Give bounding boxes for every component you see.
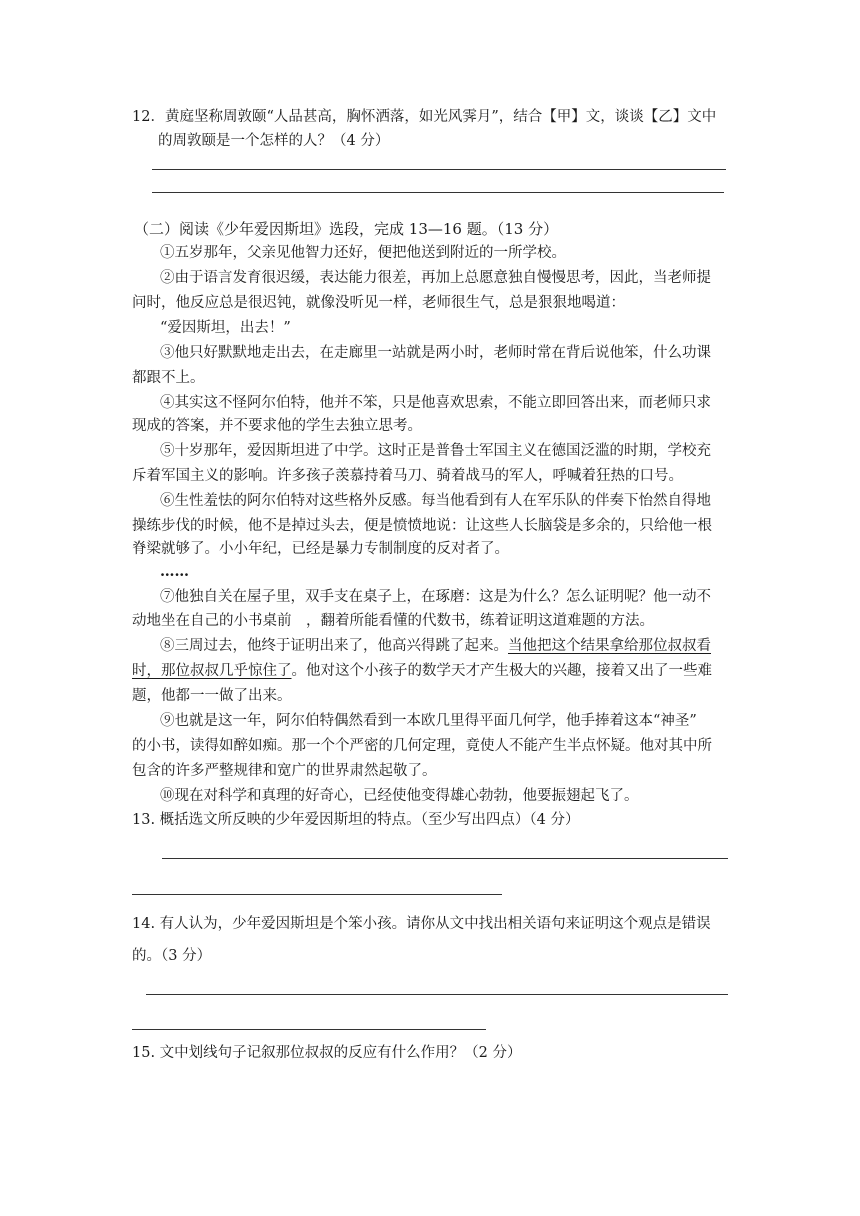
q14-line1: 14. 有人认为，少年爱因斯坦是个笨小孩。请你从文中找出相关语句来证明这个观点是错误: [132, 916, 711, 932]
passage-p4-line2: 现成的答案，并不要求他的学生去独立思考。: [132, 418, 422, 434]
passage-p9-line3: 包含的许多严整规律和宽广的世界肃然起敬了。: [132, 763, 437, 779]
passage-p6-line1: ⑥生性羞怯的阿尔伯特对这些格外反感。每当他看到有人在军乐队的伴奏下怡然自得地: [160, 493, 711, 509]
passage-p1: ①五岁那年，父亲见他智力还好，便把他送到附近的一所学校。: [160, 245, 566, 261]
q14-line2: 的。（3 分）: [132, 948, 212, 964]
passage-p4-line1: ④其实这不怪阿尔伯特，他并不笨，只是他喜欢思索，不能立即回答出来，而老师只求: [160, 395, 711, 411]
passage-p6-line3: 脊梁就够了。小小年纪，已经是暴力专制制度的反对者了。: [132, 541, 509, 557]
passage-p5-line2: 斥着军国主义的影响。许多孩子羡慕持着马刀、骑着战马的军人，呼喊着狂热的口号。: [132, 468, 683, 484]
passage-p8-line1: [160, 636, 711, 656]
q14-answer-line-2[interactable]: [132, 1029, 486, 1030]
q15-text: 15. 文中划线句子记叙那位叔叔的反应有什么作用？（2 分）: [132, 1045, 522, 1061]
underlined-sentence-part1: 当他把这个结果拿给那位叔叔看: [508, 638, 711, 654]
passage-p10: ⑩现在对科学和真理的好奇心，已经使他变得雄心勃勃，他要振翅起飞了。: [160, 788, 639, 804]
passage-p8-line3: 题，他都一一做了出来。: [132, 688, 292, 704]
q13-text: 13. 概括选文所反映的少年爱因斯坦的特点。（至少写出四点）（4 分）: [132, 812, 580, 828]
passage-p3-line1: ③他只好默默地走出去，在走廊里一站就是两小时，老师时常在背后说他笨，什么功课: [160, 345, 711, 361]
passage-p8-line2-text: 。他对这个小孩子的数学天才产生极大的兴趣，接着又出了一些难: [291, 663, 712, 679]
underlined-sentence-part2: 时，那位叔叔几乎惊住了: [132, 663, 292, 679]
passage-p8-line1-text: ⑧三周过去，他终于证明出来了，他高兴得跳了起来。: [160, 638, 508, 654]
passage-quote: “爱因斯坦，出去！”: [160, 320, 291, 336]
passage-p9-line2: 的小书，读得如醉如痴。那一个个严密的几何定理，竟使人不能产生半点怀疑。他对其中所: [132, 738, 712, 754]
passage-ellipsis: ……: [160, 563, 189, 580]
passage-p7-line1: ⑦他独自关在屋子里，双手支在桌子上，在琢磨：这是为什么？怎么证明呢？他一动不: [160, 589, 711, 605]
q14-answer-line-1[interactable]: [146, 994, 728, 995]
q12-answer-line-2[interactable]: [152, 192, 724, 193]
section-heading: （二）阅读《少年爱因斯坦》选段，完成 13—16 题。（13 分）: [134, 220, 559, 238]
q13-answer-line-1[interactable]: [162, 858, 728, 859]
passage-p2-line1: ②由于语言发育很迟缓，表达能力很差，再加上总愿意独自慢慢思考，因此，当老师提: [160, 270, 711, 286]
passage-p6-line2: 操练步伐的时候，他不是掉过头去，便是愤愤地说：让这些人长脑袋是多余的，只给他一根: [132, 518, 712, 534]
q13-answer-line-2[interactable]: [132, 894, 502, 895]
passage-p7-line2: 动地坐在自己的小书桌前 ，翻着所能看懂的代数书，练着证明这道难题的方法。: [132, 613, 654, 629]
passage-p9-line1: ⑨也就是这一年，阿尔伯特偶然看到一本欧几里得平面几何学，他手捧着这本“神圣”: [160, 713, 697, 729]
passage-p8-line2: [132, 661, 712, 681]
passage-p2-line2: 问时，他反应总是很迟钝，就像没听见一样，老师很生气，总是狠狠地喝道：: [132, 295, 625, 311]
q12-answer-line-1[interactable]: [152, 169, 726, 170]
passage-p3-line2: 都跟不上。: [132, 370, 205, 386]
q12-line2: 的周敦颐是一个怎样的人？（4 分）: [158, 133, 390, 149]
passage-p5-line1: ⑤十岁那年，爱因斯坦进了中学。这时正是普鲁士军国主义在德国泛滥的时期，学校充: [160, 443, 711, 459]
q12-line1: 12．黄庭坚称周敦颐“人品甚高，胸怀洒落，如光风霁月”，结合【甲】文，谈谈【乙】文中: [132, 109, 717, 125]
